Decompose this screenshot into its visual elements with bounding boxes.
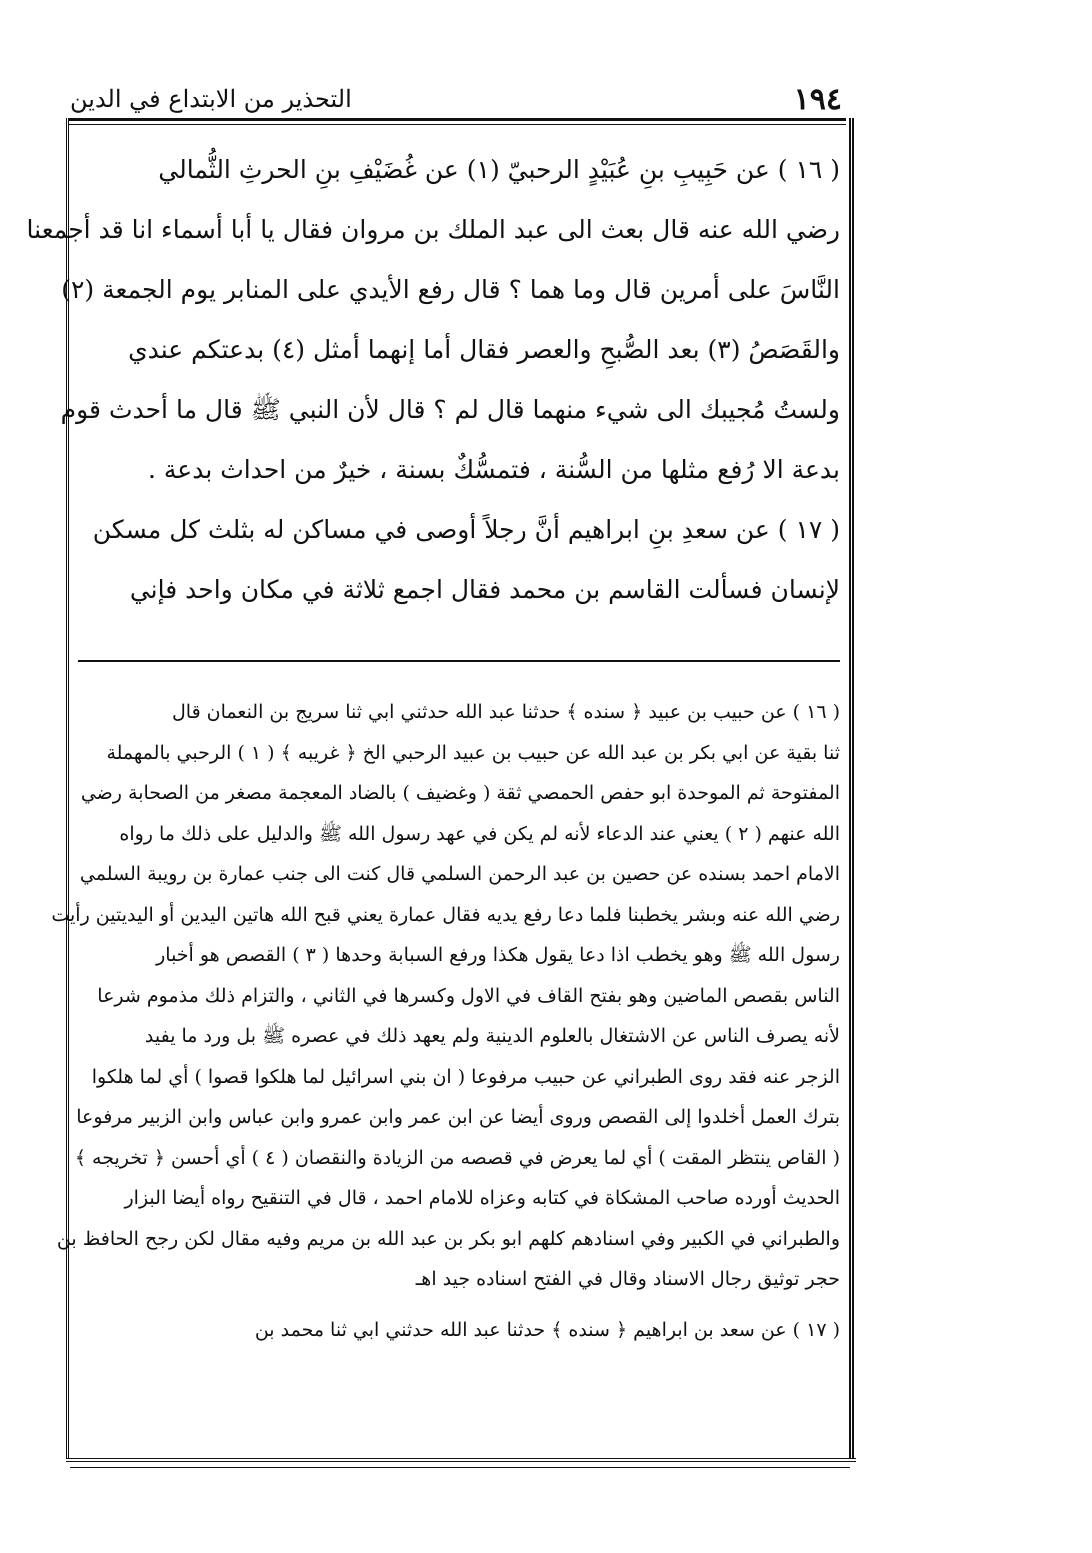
main-text-line: النَّاسَ على أمرين قال وما هما ؟ قال رفع الأيدي على المنابر يوم الجمعة (٢) [61,275,840,304]
footnote-line: ثنا بقية عن ابي بكر بن عبد الله عن حبيب بن عبيد الرحبي الخ ﴿ غريبه ﴾ ( ١ ) الرحبي بالمهملة [106,741,840,764]
main-text-line: ( ١٦ ) عن حَبِيبِ بنِ عُبَيْدٍ الرحبيّ (١) عن غُضَيْفِ بنِ الحرثِ الثُّمالي [158,155,840,184]
footnote-line: بترك العمل أخلدوا إلى القصص وروى أيضا عن ابن عمر وابن عمرو وابن عباس وابن الزبير مرفوعا [76,1106,840,1128]
main-text-line: لإنسان فسألت القاسم بن محمد فقال اجمع ثلاثة في مكان واحد فإني [129,575,840,604]
footnote-gap [78,1300,840,1310]
main-text-line: رضي الله عنه قال بعث الى عبد الملك بن مروان فقال يا أبا أسماء انا قد أجمعنا [26,215,840,244]
footnote-line: الحديث أورده صاحب المشكاة في كتابه وعزاه للامام احمد ، قال في التنقيح رواه أيضا البزار [124,1187,840,1209]
main-text [26,140,840,620]
page-number: ١٩٤ [793,81,842,117]
footnote-line: الناس بقصص الماضين وهو بفتح القاف في الاول وكسرها في الثاني ، والتزام ذلك مذموم شرعا [97,984,840,1007]
footnote-line: لأنه يصرف الناس عن الاشتغال بالعلوم الدينية ولم يعهد ذلك في عصره ﷺ بل ورد ما يفيد [144,1025,840,1047]
footnote-line: رسول الله ﷺ وهو يخطب اذا دعا يقول هكذا ورفع السبابة وحدها ( ٣ ) القصص هو أخبار [156,944,840,966]
footnote-line: الزجر عنه فقد روى الطبراني عن حبيب مرفوعا ( ان بني اسرائيل لما هلكوا قصوا ) أي لما هلكوا [91,1065,840,1088]
page-header [70,82,842,116]
footnote-line: حجر توثيق رجال الاسناد وقال في الفتح اسناده جيد اهـ [415,1268,840,1290]
footnote-line: الامام احمد بسنده عن حصين بن عبد الرحمن السلمي قال كنت الى جنب عمارة بن رويبة السلمي [79,863,840,885]
footnote-line: ( ١٦ ) عن حبيب بن عبيد ﴿ سنده ﴾ حدثنا عبد الله حدثني ابي ثنا سريج بن النعمان قال [171,701,840,723]
frame-top-rule [68,118,846,121]
footnote-line: ( القاص ينتظر المقت ) أي لما يعرض في قصصه من الزيادة والنقصان ( ٤ ) أي أحسن ﴿ تخريجه ﴾ [74,1146,840,1169]
footnote-line: والطبراني في الكبير وفي اسنادهم كلهم ابو بكر بن عبد الله بن مريم وفيه مقال لكن رجح الحافظ بن [56,1227,840,1250]
main-text-line: بدعة الا رُفع مثلها من السُّنة ، فتمسُّكٌ بسنة ، خيرٌ من احداث بدعة . [147,455,840,484]
footnote-line: المفتوحة ثم الموحدة ابو حفص الحمصي ثقة ( وغضيف ) بالضاد المعجمة مصغر من الصحابة رضي [80,782,840,804]
main-text-line: ولستُ مُجيبك الى شيء منهما قال لم ؟ قال لأن النبي ﷺ قال ما أحدث قوم [60,395,840,424]
footnote-line: رضي الله عنه وبشر يخطبنا فلما دعا رفع يديه فقال عمارة يعني قبح الله هاتين اليدين أو اليديتين رأيت [51,903,840,926]
running-title: التحذير من الابتداع في الدين [70,85,352,113]
main-text-line: والقَصَصُ (٣) بعد الصُّبحِ والعصر فقال أما إنهما أمثل (٤) بدعتكم عندي [128,335,840,364]
frame-bottom-rule-inner [70,1467,850,1468]
footnotes [51,692,840,1350]
frame-top-rule-inner [68,124,846,125]
footnote-line: الله عنهم ( ٢ ) يعني عند الدعاء لأنه لم يكن في عهد رسول الله ﷺ والدليل على ذلك ما رواه [119,822,840,845]
footnote-line-last: ( ١٧ ) عن سعد بن ابراهيم ﴿ سنده ﴾ حدثنا عبد الله حدثني ابي ثنا محمد بن [254,1318,840,1341]
frame-bottom-rule [66,1458,856,1462]
footnote-separator [78,660,840,662]
main-text-line: ( ١٧ ) عن سعدِ بنِ ابراهيم أنَّ رجلاً أوصى في مساكن له بثلث كل مسكن [92,515,840,544]
